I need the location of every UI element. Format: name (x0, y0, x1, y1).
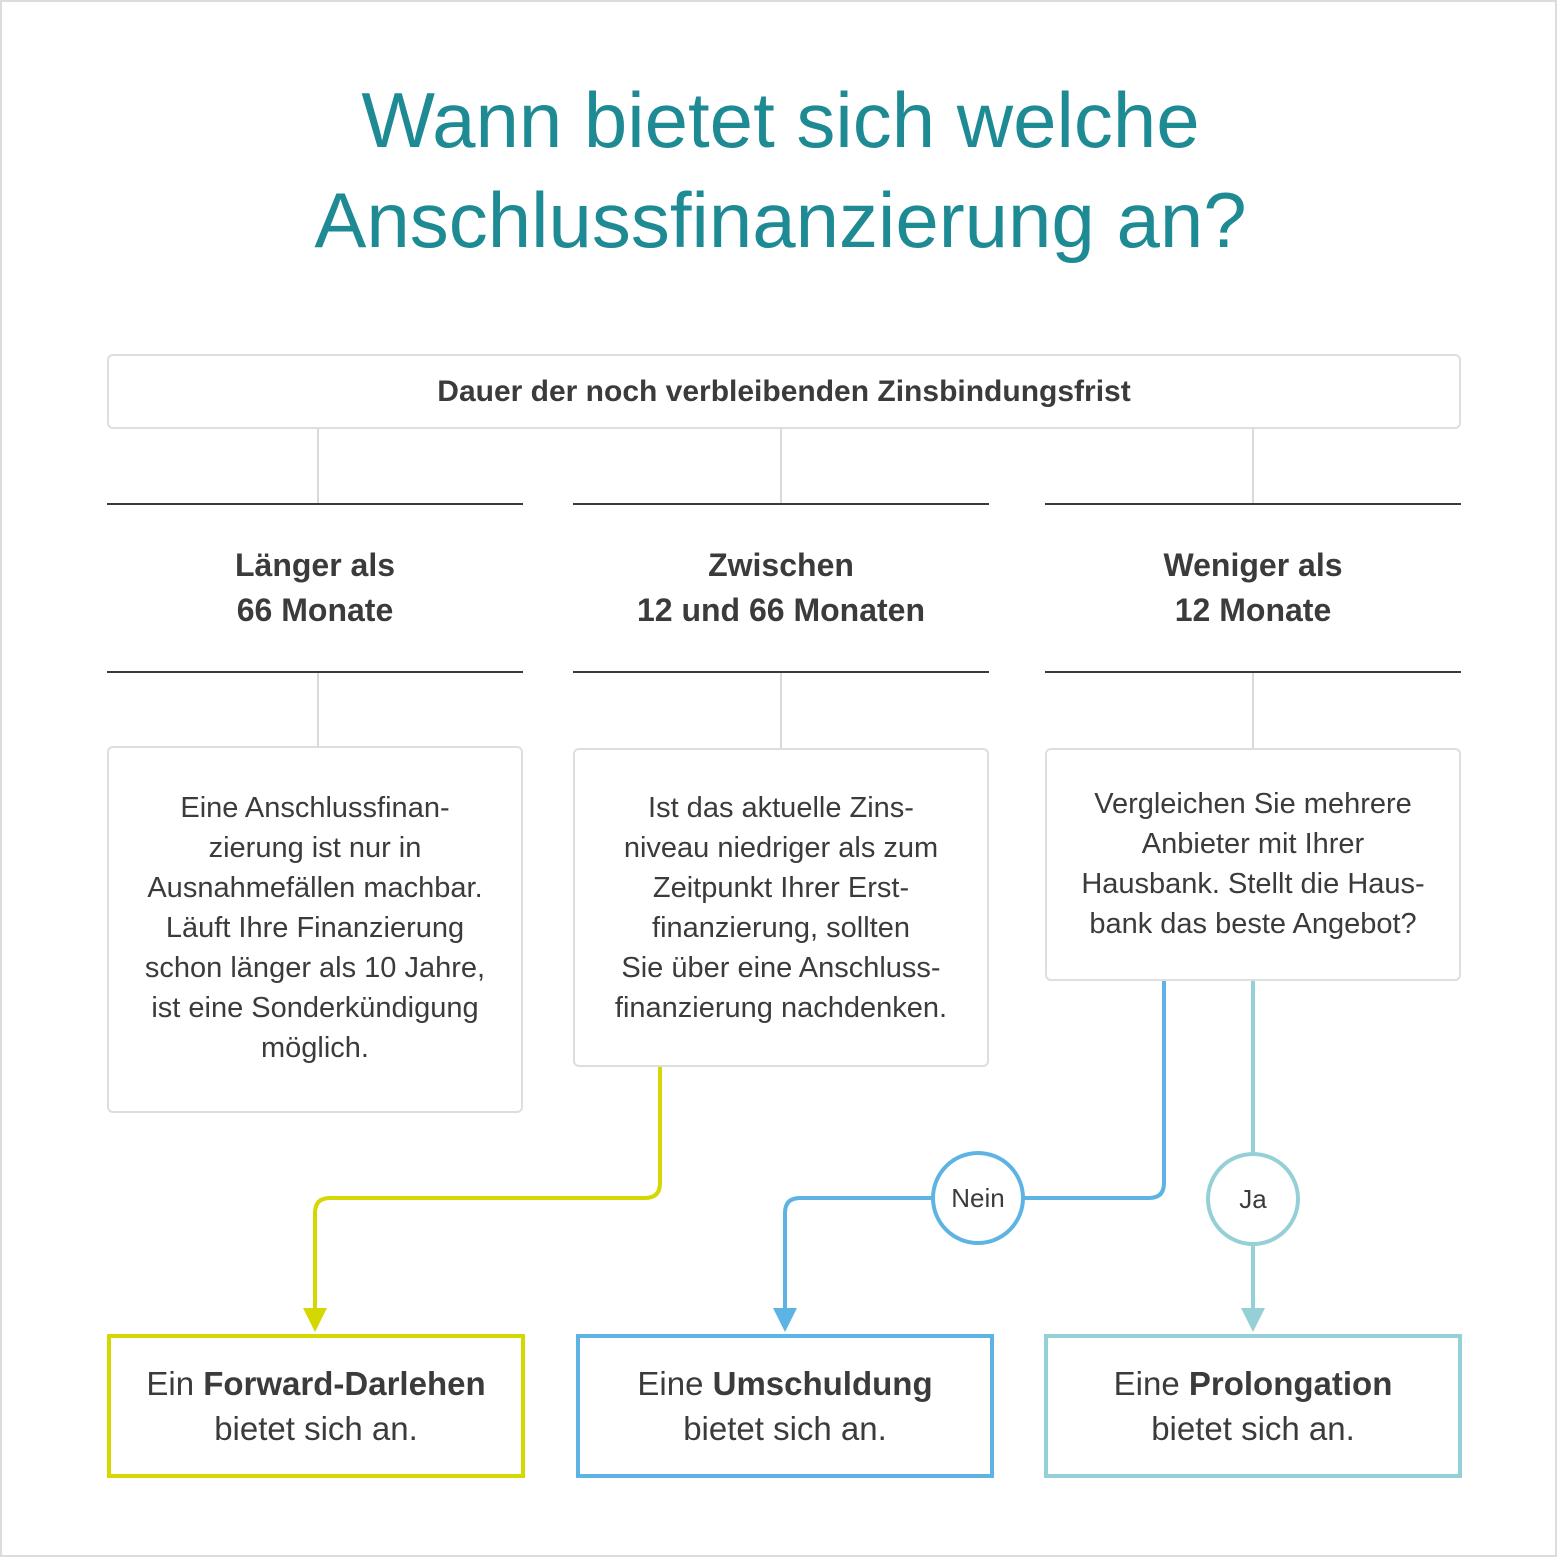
result-forward-darlehen (107, 1334, 525, 1478)
connector-col3-desc (1252, 673, 1254, 748)
result-1-term: Forward-Darlehen (203, 1365, 486, 1402)
result-umschuldung (576, 1334, 994, 1478)
description-col1 (107, 746, 523, 1113)
divider-col1-top (107, 503, 523, 505)
desc-col3-line: Hausbank. Stellt die Haus- (1081, 868, 1425, 900)
category-col3-line2: 12 Monate (1174, 592, 1332, 628)
decision-no-label: Nein (951, 1182, 1005, 1213)
desc-col2-line: Sie über eine Anschluss- (621, 952, 941, 984)
desc-col1-line: zierung ist nur in (208, 832, 422, 864)
title-line-1: Wann bietet sich welche (361, 76, 1200, 164)
desc-col2-line: Zeitpunkt Ihrer Erst- (652, 872, 910, 904)
desc-col1-line: ist eine Sonderkündigung (151, 992, 479, 1024)
connector-header-col1 (317, 429, 319, 504)
result-3-prefix: Eine (1113, 1365, 1180, 1402)
title-line-2: Anschlussfinanzierung an? (314, 176, 1247, 264)
category-col1-line2: 66 Monate (236, 592, 394, 628)
result-1-suffix: bietet sich an. (214, 1410, 418, 1447)
connector-header-col3 (1252, 429, 1254, 504)
desc-col1-line: schon länger als 10 Jahre, (144, 952, 486, 984)
connector-col1-desc (317, 673, 319, 746)
desc-col1-line: Läuft Ihre Finanzierung (165, 912, 465, 944)
desc-col2-line: Ist das aktuelle Zins- (648, 792, 914, 824)
category-col2-line2: 12 und 66 Monaten (636, 592, 926, 628)
divider-col1-bottom (107, 671, 523, 673)
category-col2-line1: Zwischen (708, 547, 854, 583)
category-col1-line1: Länger als (234, 547, 396, 583)
result-1-prefix: Ein (146, 1365, 195, 1402)
decision-yes-label: Ja (1239, 1183, 1267, 1214)
desc-col3-line: Anbieter mit Ihrer (1141, 828, 1365, 860)
decision-yes (1206, 1152, 1300, 1246)
category-col1 (107, 543, 523, 633)
result-3-suffix: bietet sich an. (1151, 1410, 1355, 1447)
category-col3 (1045, 543, 1461, 633)
connector-col2-desc (780, 673, 782, 748)
desc-col3-line: bank das beste Angebot? (1089, 908, 1417, 940)
result-2-suffix: bietet sich an. (683, 1410, 887, 1447)
category-col3-line1: Weniger als (1163, 547, 1343, 583)
desc-col1-line: Eine Anschlussfinan- (180, 792, 450, 824)
result-2-term: Umschuldung (712, 1365, 933, 1402)
decision-no (931, 1151, 1025, 1245)
result-2-prefix: Eine (637, 1365, 704, 1402)
desc-col2-line: finanzierung nachdenken. (614, 992, 948, 1024)
desc-col2-line: finanzierung, sollten (652, 912, 910, 944)
header-box: Dauer der noch verbleibenden Zinsbindungsfrist (107, 354, 1461, 429)
result-3-term: Prolongation (1188, 1365, 1393, 1402)
desc-col1-line: Ausnahmefällen machbar. (147, 872, 483, 904)
divider-col2-top (573, 503, 989, 505)
description-col3 (1045, 748, 1461, 981)
connector-header-col2 (780, 429, 782, 504)
result-prolongation (1044, 1334, 1462, 1478)
divider-col3-top (1045, 503, 1461, 505)
desc-col3-line: Vergleichen Sie mehrere (1094, 788, 1412, 820)
desc-col1-line: möglich. (261, 1032, 369, 1064)
description-col2 (573, 748, 989, 1067)
category-col2 (573, 543, 989, 633)
desc-col2-line: niveau niedriger als zum (623, 832, 939, 864)
